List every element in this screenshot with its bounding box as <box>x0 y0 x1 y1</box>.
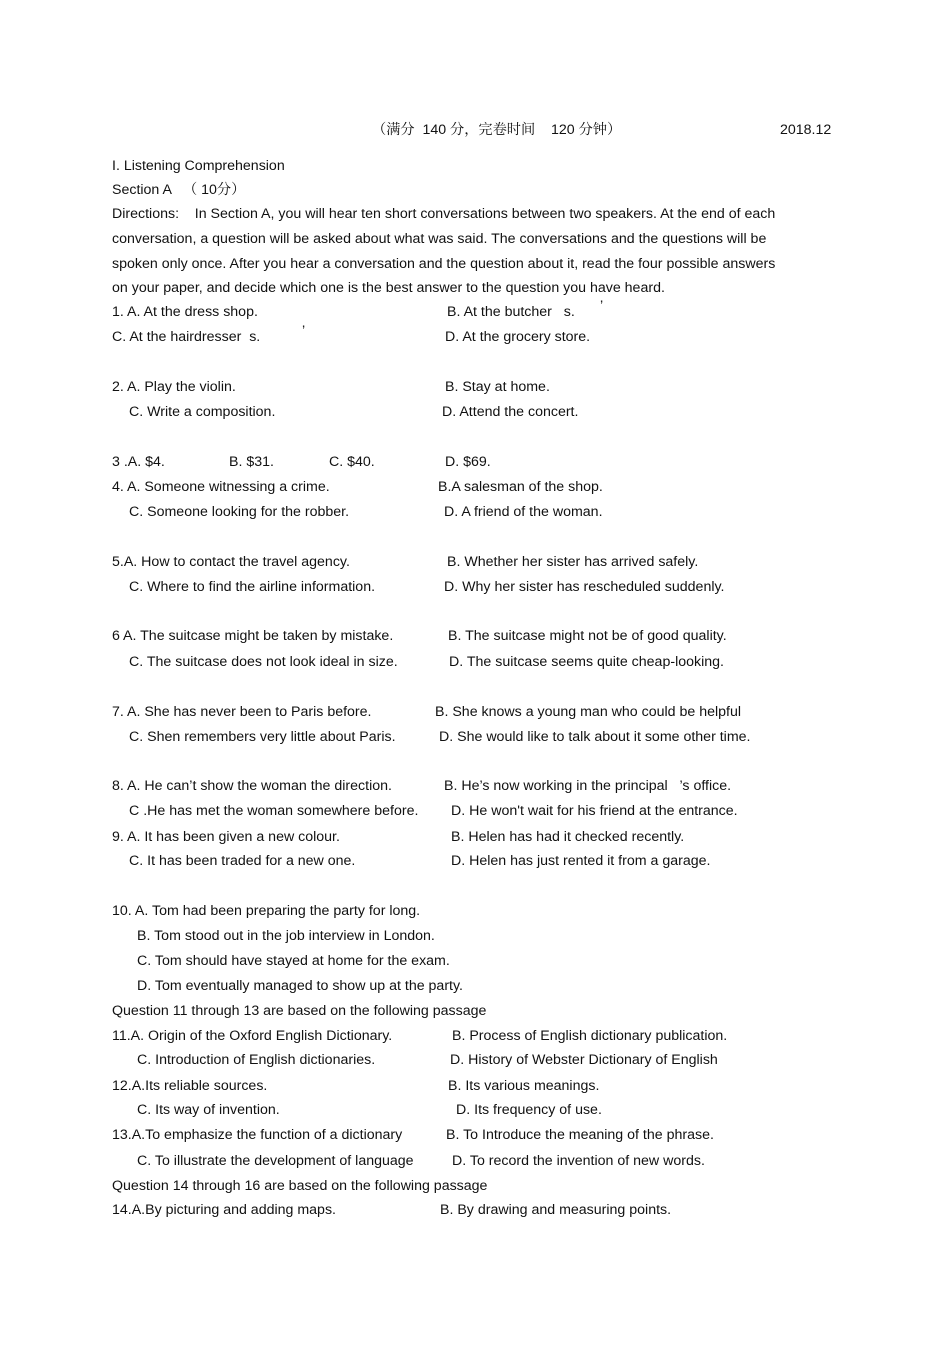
q4-option-a: 4. A. Someone witnessing a crime. <box>112 479 330 495</box>
q1-apostrophe-mark: ’ <box>302 323 306 339</box>
part-heading: I. Listening Comprehension <box>112 158 285 174</box>
q5-option-d: D. Why her sister has rescheduled suddenly. <box>444 579 725 595</box>
q1-option-d: D. At the grocery store. <box>445 329 591 345</box>
section-heading: Section A （ 10分） <box>112 182 246 198</box>
q6-option-a: 6 A. The suitcase might be taken by mistake. <box>112 628 394 644</box>
directions-line: spoken only once. After you hear a conversation and the question about it, read the four possible answers <box>112 256 776 272</box>
score-time-note: （满分 140 分，完卷时间 120 分钟） <box>372 122 622 138</box>
q2-option-b: B. Stay at home. <box>445 379 550 395</box>
directions-line: on your paper, and decide which one is the best answer to the question you have heard. <box>112 280 665 296</box>
directions-line: conversation, a question will be asked about what was said. The conversations and the questions will be <box>112 231 767 247</box>
q10-option-c: C. Tom should have stayed at home for the exam. <box>137 953 450 969</box>
q2-option-c: C. Write a composition. <box>129 404 276 420</box>
q11-option-d: D. History of Webster Dictionary of English <box>450 1052 718 1068</box>
q12-option-d: D. Its frequency of use. <box>456 1102 602 1118</box>
q9-option-c: C. It has been traded for a new one. <box>129 853 356 869</box>
q4-option-c: C. Someone looking for the robber. <box>129 504 350 520</box>
q3-option-d: D. $69. <box>445 454 491 470</box>
q13-option-c: C. To illustrate the development of language <box>137 1153 414 1169</box>
q9-option-b: B. Helen has had it checked recently. <box>451 829 685 845</box>
q14-option-b: B. By drawing and measuring points. <box>440 1202 672 1218</box>
q13-option-a: 13.A.To emphasize the function of a dictionary <box>112 1127 403 1143</box>
q6-option-b: B. The suitcase might not be of good quality. <box>448 628 727 644</box>
q3-option-a: 3 .A. $4. <box>112 454 165 470</box>
q7-option-c: C. Shen remembers very little about Paris. <box>129 729 396 745</box>
q2-option-d: D. Attend the concert. <box>442 404 579 420</box>
q12-option-c: C. Its way of invention. <box>137 1102 280 1118</box>
q5-option-c: C. Where to find the airline information. <box>129 579 376 595</box>
q1-option-a: 1. A. At the dress shop. <box>112 304 258 320</box>
q1-option-c: C. At the hairdresser s. <box>112 329 261 345</box>
q2-option-a: 2. A. Play the violin. <box>112 379 236 395</box>
q11-option-c: C. Introduction of English dictionaries. <box>137 1052 376 1068</box>
q13-option-d: D. To record the invention of new words. <box>452 1153 705 1169</box>
q10-option-d: D. Tom eventually managed to show up at the party. <box>137 978 463 994</box>
q1-option-b: B. At the butcher s. <box>447 304 575 320</box>
passage-intro: Question 11 through 13 are based on the following passage <box>112 1003 487 1019</box>
q6-option-c: C. The suitcase does not look ideal in size. <box>129 654 398 670</box>
q6-option-d: D. The suitcase seems quite cheap-looking. <box>449 654 724 670</box>
q8-option-d: D. He won't wait for his friend at the entrance. <box>451 803 738 819</box>
q8-option-a: 8. A. He can’t show the woman the direction. <box>112 778 392 794</box>
q9-option-a: 9. A. It has been given a new colour. <box>112 829 340 845</box>
passage-intro: Question 14 through 16 are based on the following passage <box>112 1178 488 1194</box>
q7-option-a: 7. A. She has never been to Paris before. <box>112 704 372 720</box>
q1-apostrophe-mark: ’ <box>600 298 604 314</box>
q3-option-b: B. $31. <box>229 454 274 470</box>
q11-option-a: 11.A. Origin of the Oxford English Dictionary. <box>112 1028 393 1044</box>
directions-line: Directions: In Section A, you will hear ten short conversations between two speakers. At the end of each <box>112 206 776 222</box>
q14-option-a: 14.A.By picturing and adding maps. <box>112 1202 336 1218</box>
q9-option-d: D. Helen has just rented it from a garage. <box>451 853 711 869</box>
q7-option-d: D. She would like to talk about it some other time. <box>439 729 751 745</box>
q11-option-b: B. Process of English dictionary publication. <box>452 1028 728 1044</box>
q3-option-c: C. $40. <box>329 454 375 470</box>
q8-option-c: C .He has met the woman somewhere before. <box>129 803 419 819</box>
q8-option-b: B. He’s now working in the principal ’s office. <box>444 778 732 794</box>
q10-option-a: 10. A. Tom had been preparing the party for long. <box>112 903 421 919</box>
q5-option-a: 5.A. How to contact the travel agency. <box>112 554 350 570</box>
q4-option-b: B.A salesman of the shop. <box>438 479 603 495</box>
q5-option-b: B. Whether her sister has arrived safely. <box>447 554 699 570</box>
q7-option-b: B. She knows a young man who could be helpful <box>435 704 742 720</box>
q13-option-b: B. To Introduce the meaning of the phrase. <box>446 1127 714 1143</box>
q12-option-a: 12.A.Its reliable sources. <box>112 1078 268 1094</box>
exam-date: 2018.12 <box>780 122 832 138</box>
q4-option-d: D. A friend of the woman. <box>444 504 603 520</box>
q10-option-b: B. Tom stood out in the job interview in London. <box>137 928 435 944</box>
q12-option-b: B. Its various meanings. <box>448 1078 600 1094</box>
